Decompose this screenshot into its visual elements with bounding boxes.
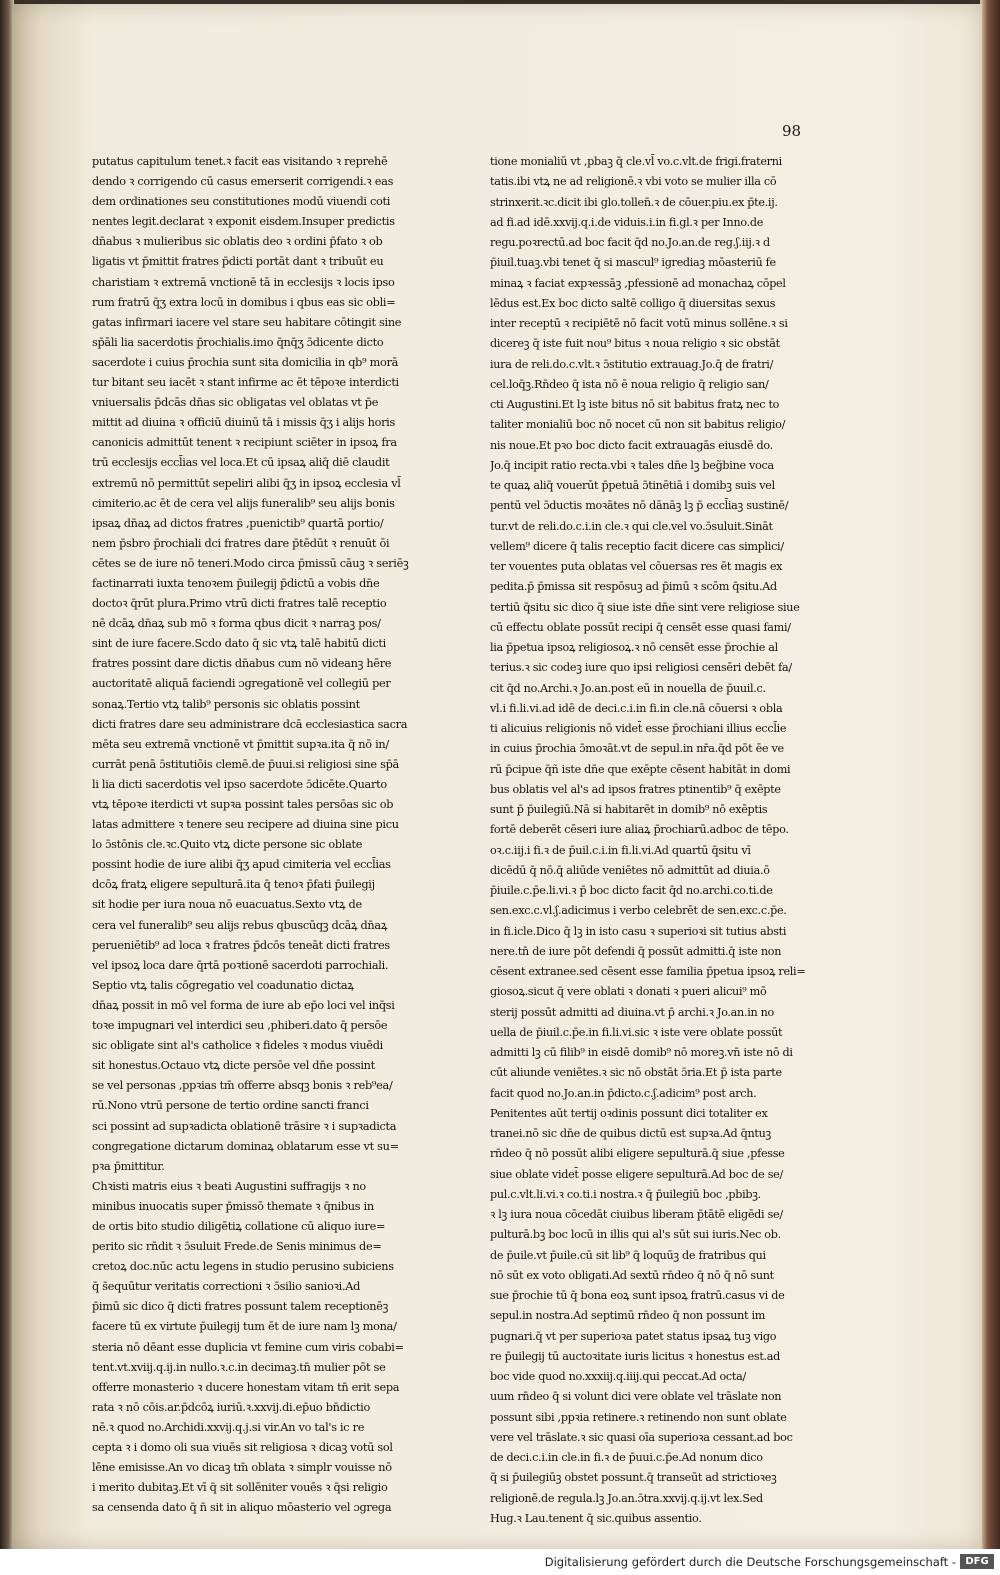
text-line: pul.c.vlt.li.vi.ꝛ co.ti.i nostra.ꝛ q̄ p̄uilegiū boc ,pbibꝫ. — [490, 1187, 761, 1201]
book-binding-right — [980, 0, 1000, 1575]
text-line: fortē deberēt cēseri iure aliaꝝ p̄rochiarū.adboc de tēpo. — [490, 823, 789, 837]
text-line: possint hodie de iure alibi q̄ʒ apud cimiteria vel eccl̄ias — [92, 858, 391, 872]
text-line: mittit ad diuina ꝛ officiū diuinū tā i missis q̄ʒ i alijs horis — [92, 416, 395, 430]
text-line: rn̄deo q̄ nō possūt alibi eligere sepulturā.q̄ siue ,pfesse — [490, 1147, 785, 1161]
text-line: lia p̄petua ipsoꝝ religiosoꝝ.ꝛ nō censēt esse p̄rochie al — [490, 641, 778, 654]
dfg-logo: DFG — [960, 1554, 994, 1569]
text-line: cel.loq̄ꝫ.Rn̄deo q̄ ista nō ē noua religio q̄ religio san/ — [490, 377, 769, 391]
text-line: perito sic rn̄dit ꝛ ɔ̄suluit Frede.de Senis minimus de= — [92, 1240, 382, 1254]
text-line: doctoꝛ q̄rūt plura.Primo vtrū dicti fratres talē receptio — [92, 597, 387, 611]
text-line: p̄imū sic dico q̄ dicti fratres possunt talem receptionēꝫ — [92, 1300, 389, 1314]
text-line: tur.vt de reli.do.c.i.in cle.ꝛ qui cle.vel vo.ɔ̄suluit.Sināt — [490, 519, 773, 533]
text-line: cera vel funeralib⁹ seu alijs rebus qbuscūqꝫ dcāꝝ dn̄aꝝ — [92, 918, 388, 932]
text-line: sint de iure facere.Scdo dato q̄ sic vtꝝ talē habitū dicti — [92, 637, 386, 651]
text-line: rū.Nono vtrū persone de tertio ordine sancti franci — [92, 1099, 369, 1113]
text-line: lēne emisisse.An vo dicaꝫ tm̄ oblata ꝛ simplr vouisse nō — [92, 1461, 392, 1475]
text-line: uum rn̄deo q̄ si volunt dici vere oblate vel trāslate non — [490, 1390, 782, 1404]
text-line: taliter monialiū boc nō nocet cū non sit babitus religio/ — [490, 418, 786, 432]
text-line: minaꝝ ꝛ faciat expꝛessāꝫ ,pfessionē ad monachaꝝ cōpel — [490, 276, 786, 290]
text-line: sic obligate sint al's catholice ꝛ fideles ꝛ modus viuēdi — [92, 1039, 383, 1053]
text-line: extremū nō permittūt sepeliri alibi q̄ʒ in ipsoꝝ ecclesia vl̄ — [92, 476, 401, 490]
text-line: sit honestus.Octauo vtꝝ dicte persōe vel dn̄e possint — [92, 1059, 375, 1073]
text-line: Penitentes aūt tertij oꝛdinis possunt dici totaliter ex — [490, 1106, 768, 1120]
text-line: vniuersalis p̄dcās dn̄as sic obligatas vel oblatas vt p̄e — [92, 396, 379, 410]
text-line: tione monialiū vt ,pbaꝫ q̄ cle.vl̄ vo.c.vlt.de frigi.fraterni — [490, 155, 782, 168]
text-line: rū p̄cipue q̄ñ iste dn̄e que exēpte cēsent habitāt in domi — [490, 762, 791, 776]
text-line: vel ipsoꝝ loca dare q̄rtā poꝛtionē sacerdoti parrochiali. — [92, 958, 389, 972]
text-line: auctoritatē aliquā faciendi ɔgregationē vel collegiū per — [92, 677, 391, 691]
text-line: vl.i fi.li.vi.ad idē de deci.c.i.in fi.in cle.nā cōuersi ꝛ obla — [490, 701, 783, 715]
text-line: sterij possūt admitti ad diuina.vt p̄ archi.ꝛ Jo.an.in no — [490, 1005, 774, 1019]
text-line: sue p̄rochie tū q̄ bona eoꝝ sunt ipsoꝝ fratrū.casus vi de — [490, 1289, 785, 1302]
text-line: putatus capitulum tenet.ꝛ facit eas visitando ꝛ reprehē — [92, 155, 388, 168]
text-line: cū effectu oblate possūt recipi q̄ censēt esse quasi fami/ — [490, 620, 791, 634]
text-line: vere vel trāslate.ꝛ sic quasi oīa superioꝛa cessant.ad boc — [490, 1430, 793, 1444]
text-column-right — [490, 152, 858, 1529]
text-line: p̄iuile.c.p̄e.li.vi.ꝛ p̄ boc dicto facit q̄d no.archi.co.ti.de — [490, 884, 773, 897]
text-line: re p̄uilegij tū auctoꝛitate iuris licitus ꝛ honestus est.ad — [490, 1349, 780, 1363]
text-line: q̄ s̄equūtur veritatis correctioni ꝛ ɔ̄silio sanioꝛi.Ad — [92, 1280, 361, 1294]
text-line: cti Augustini.Et lꝫ iste bitus nō sit babitus fratꝝ nec to — [490, 398, 780, 411]
text-line: lo ɔ̄stōnis cle.ꝛc.Quito vtꝝ dicte persone sic oblate — [92, 838, 363, 852]
text-line: inter receptū ꝛ recipiētē nō facit votū minus sollēne.ꝛ si — [490, 317, 788, 330]
text-line: nō sūt ex voto obligati.Ad sextū rn̄deo q̄ nō q̄ nō sunt — [490, 1268, 774, 1282]
text-line: nis noue.Et pꝛo boc dicto facit extrauagās eiusdē do. — [490, 438, 773, 452]
text-line: tur bitant seu iacēt ꝛ stant infirme ac ēt tēpoꝛe interdicti — [92, 376, 399, 390]
text-line: steria nō dēant esse duplicia vt femine cum viris cobabi= — [92, 1340, 404, 1354]
text-column-left — [92, 152, 454, 1518]
text-line: minibus inuocatis super p̄missō themate ꝛ q̄nibus in — [92, 1199, 374, 1213]
text-line: tranei.nō sic dn̄e de quibus dictū est supꝛa.Ad q̄ntuꝫ — [490, 1127, 771, 1140]
text-line: strinxerit.ꝛc.dicit ibi glo.tollen̄.ꝛ de cōuer.piu.ex p̄te.ij. — [490, 195, 778, 209]
text-line: Jo.q̄ incipit ratio recta.vbi ꝛ tales dn̄e lꝫ beg̃bine voca — [490, 458, 774, 472]
text-line: mēta seu extremā vnctionē vt p̄mittit supꝛa.ita q̄ nō in/ — [92, 737, 389, 751]
text-line: dicēdū q̄ nō.q̄ aliūde veniētes nō admittūt ad diuia.ō — [490, 863, 770, 877]
text-line: cētes se de iure nō teneri.Modo circa p̄missū cāuꝫ ꝛ seriēꝫ — [92, 556, 409, 570]
text-line: tent.vt.xviij.q.ij.in nullo.ꝛ.c.in decimaꝫ.tn̄ mulier pōt se — [92, 1360, 386, 1374]
text-line: latas admittere ꝛ tenere seu recipere ad diuina sine picu — [92, 818, 399, 832]
text-line: p̄iuil.tuaꝫ.vbi tenet q̄ si mascul⁹ igrediaꝫ mōasteriū fe — [490, 256, 776, 270]
text-line: nentes legit.declarat ꝛ exponit eisdem.Insuper predictis — [92, 215, 395, 229]
text-line: factinarrati iuxta tenoꝛem p̄uilegij p̄dictū a vobis dn̄e — [92, 576, 380, 590]
text-line: ti alicuius religionis nō videt̄ esse p̄rochiani illius eccl̄ie — [490, 722, 787, 735]
text-line: possunt sibi ,ppꝛia retinere.ꝛ retinendo non sunt oblate — [490, 1410, 787, 1424]
text-line: currāt penā ɔ̄stitutiōis clemē.de p̄uui.si religiosi sine sp̄ā — [92, 757, 399, 771]
text-line: boc vide quod no.xxxiij.q.iiij.qui peccat.Ad octa/ — [490, 1370, 746, 1383]
text-line: cretoꝝ doc.nūc actu legens in studio perusino subiciens — [92, 1260, 394, 1274]
text-line: uella de p̄iuil.c.p̄e.in fi.li.vi.sic ꝛ iste vere oblate possūt — [490, 1025, 783, 1039]
text-line: rum fratrū q̄ʒ extra locū in domibus i qbus eas sic obli= — [92, 295, 396, 309]
text-line: tertiū q̄situ sic dico q̄ siue iste dn̄e sint vere religiose siue — [490, 600, 800, 614]
text-line: sit hodie per iura noua nō euacuatus.Sexto vtꝝ de — [92, 898, 362, 912]
text-line: ad fi.ad idē.xxvij.q.i.de viduis.i.in fi.gl.ꝛ per Inno.de — [490, 215, 764, 229]
text-line: sepul.in nostra.Ad septimū rn̄deo q̄ non possunt im — [490, 1309, 766, 1323]
text-line: pentū vel ɔ̄ductis moꝛātes nō dānāꝫ lꝫ p̄ eccl̄iaꝫ sustinē/ — [490, 499, 789, 513]
text-line: nē dcāꝝ dn̄aꝝ sub mō ꝛ forma qbus dicit ꝛ narraꝫ pos/ — [92, 617, 381, 631]
text-line: sunt p̄ p̄uilegiū.Nā si habitarēt in domib⁹ nō exēptis — [490, 803, 768, 816]
text-line: perueniētib⁹ ad loca ꝛ fratres p̄dcōs teneāt dicti fratres — [92, 938, 390, 952]
text-line: dem ordinationes seu constitutiones modū viuendi coti — [92, 195, 391, 209]
footer-bar — [0, 1549, 1000, 1575]
text-line: sonaꝝ.Tertio vtꝝ talib⁹ personis sic oblatis possint — [92, 697, 360, 711]
text-line: nere.tn̄ de iure pōt defendi q̄ possūt admitti.q̄ iste non — [490, 944, 782, 958]
text-line: vellem⁹ dicere q̄ talis receptio facit dicere cas simplici/ — [490, 539, 784, 553]
book-page — [12, 4, 982, 1549]
text-line: toꝛe impugnari vel interdici seu ,phiberi.dato q̄ persōe — [92, 1019, 388, 1033]
text-line: nē.ꝛ quod no.Archidi.xxvij.q.j.si vir.An vo tal's ic re — [92, 1420, 365, 1434]
text-line: se vel personas ,ppꝛias tm̄ offerre absqꝫ bonis ꝛ reb⁹ea/ — [92, 1079, 393, 1093]
text-line: ipsaꝝ dn̄aꝝ ad dictos fratres ,puenictib⁹ quartā portio/ — [92, 516, 384, 530]
text-line: in cuius p̄rochia ɔ̄moꝛāt.vt de sepul.in nr̄a.q̄d pōt ēe ve — [490, 742, 784, 756]
text-line: li lia dicti sacerdotis vel ipso sacerdote ɔ̄dicēte.Quarto — [92, 777, 387, 791]
text-line: gatas infirmari iacere vel stare seu habitare cōtingit sine — [92, 315, 402, 329]
text-line: Hug.ꝛ Lau.tenent q̄ sic.quibus assentio. — [490, 1511, 702, 1525]
text-line: bus oblatis vel al's ad ipsos fratres ptinentib⁹ q̄ exēpte — [490, 782, 781, 796]
text-line: ligatis vt p̄mittit fratres p̄dicti portāt dant ꝛ tribuūt eu — [92, 255, 384, 269]
text-line: de p̄uile.vt p̄uile.cū sit lib⁹ q̄ loquūꝫ de fratribus qui — [490, 1248, 766, 1262]
text-line: cūt aliunde veniētes.ꝛ sic nō obstāt ɔ̄ria.Et p̄ ista parte — [490, 1066, 782, 1080]
text-line: dn̄aꝝ possit in mō vel forma de iure ab ep̄o loci vel inq̄si — [92, 998, 395, 1012]
text-line: fratres possint dare dictis dn̄abus cum nō videanꝫ hēre — [92, 657, 392, 671]
text-line: rata ꝛ nō cōis.ar.p̄dcōꝝ iuriū.ꝛ.xxvij.di.ep̄uo bn̄dictio — [92, 1400, 370, 1414]
text-line: oꝛ.c.iij.i fi.ꝛ de p̄uil.c.i.in fi.li.vi.Ad quartū q̄situ vī — [490, 843, 751, 857]
text-line: lēdus est.Ex boc dicto saltē colligo q̄ diuersitas sexus — [490, 296, 776, 310]
text-line: cēsent extranee.sed cēsent esse familia p̄petua ipsoꝝ reli= — [490, 965, 806, 978]
text-line: siue oblate videt̄ posse eligere sepulturā.Ad boc de se/ — [490, 1167, 783, 1181]
text-line: Septio vtꝝ talis cōgregatio vel coadunatio dictaꝝ — [92, 978, 354, 992]
text-line: admitti lꝫ cū filib⁹ in eisdē domib⁹ nō moreꝫ.vn̄ iste nō di — [490, 1046, 793, 1059]
text-line: trū ecclesijs eccl̄ias vel loca.Et cū ipsaꝝ aliq̄ diē claudit — [92, 456, 390, 470]
text-line: dcōꝝ fratꝝ eligere sepulturā.ita q̄ tenoꝛ p̄fati p̄uilegij — [92, 878, 375, 892]
text-line: sacerdote i cuius p̄rochia sunt sita domicilia in qb⁹ morā — [92, 355, 399, 369]
text-line: terius.ꝛ sic codeꝫ iure quo ipsi religiosi censēri debēt fa/ — [490, 661, 792, 675]
text-line: sa censenda dato q̄ n̄ sit in aliquo mōasterio vel ɔgrega — [92, 1501, 392, 1515]
text-line: religionē.de regula.lꝫ Jo.an.ɔ̄tra.xxvij.q.ij.vt lex.Sed — [490, 1491, 763, 1505]
text-line: ter vouentes puta oblatas vel cōuersas res ēt magis ex — [490, 560, 783, 573]
folio-number: 98 — [782, 122, 802, 140]
text-line: Chꝛisti matris eius ꝛ beati Augustini suffragijs ꝛ no — [92, 1179, 366, 1193]
text-line: regu.poꝛrectū.ad boc facit q̄d no.Jo.an.de reg.ʃ.iij.ꝛ d — [490, 236, 770, 249]
text-line: facere tū ex virtute p̄uilegij tum ēt de iure nam lꝫ mona/ — [92, 1320, 397, 1334]
text-line: in fi.icle.Dico q̄ lꝫ in isto casu ꝛ superioꝛi sit tutius absti — [490, 924, 787, 938]
text-line: cit q̄d no.Archi.ꝛ Jo.an.post eū in nouella de p̄uuil.c. — [490, 681, 766, 695]
text-line: dicti fratres dare seu administrare dcā ecclesiastica sacra — [92, 717, 408, 731]
text-line: tatis.ibi vtꝝ ne ad religionē.ꝛ vbi voto se mulier illa cō — [490, 175, 777, 189]
text-line: vtꝝ tēpoꝛe iterdicti vt supꝛa possint tales persōas sic ob — [92, 798, 394, 811]
text-line: congregatione dictarum dominaꝝ oblatarum esse vt su= — [92, 1139, 399, 1153]
text-line: charistiam ꝛ extremā vnctionē tā in ecclesijs ꝛ locis ipso — [92, 275, 395, 289]
text-line: i merito dubitaꝫ.Et vī q̄ sit sollēniter vouēs ꝛ q̄si religio — [92, 1481, 388, 1495]
text-line: dendo ꝛ corrigendo cū casus emerserit corrigendi.ꝛ eas — [92, 175, 394, 189]
text-line: pedita.p̄ p̄missa sit respōsuꝫ ad p̄imū ꝛ scōm q̄situ.Ad — [490, 580, 777, 594]
text-line: ꝛ lꝫ iura noua cōcedāt ciuibus liberam p̄tātē eligēdi se/ — [490, 1208, 783, 1221]
text-line: cepta ꝛ i domo oli sua viuēs sit religiosa ꝛ dicaꝫ votū sol — [92, 1441, 393, 1454]
text-line: pugnari.q̄ vt per superioꝛa patet status ipsaꝝ tuꝫ vigo — [490, 1329, 777, 1343]
text-line: de ortis bito studio diligētiꝝ collatione cū aliquo iure= — [92, 1219, 386, 1233]
text-line: pꝛa p̄mittitur. — [92, 1159, 165, 1173]
text-line: facit quod no.Jo.an.in p̄dicto.c.ʃ.adicim⁹ post arch. — [490, 1086, 757, 1100]
text-line: dicereꝫ q̄ iste fuit nou⁹ bitus ꝛ noua religio ꝛ sic obstāt — [490, 337, 780, 351]
text-line: sci possint ad supꝛadicta oblationē trāsire ꝛ i supꝛadicta — [92, 1119, 397, 1133]
funding-credit: Digitalisierung gefördert durch die Deutsche Forschungsgemeinschaft - — [544, 1555, 956, 1569]
text-line: q̄ si p̄uilegiūꝫ obstet possunt.q̄ transeūt ad strictioꝛeꝫ — [490, 1471, 777, 1485]
text-line: te quaꝝ aliq̄ vouerūt p̄petuā ɔ̄tinētiā i domibꝫ suis vel — [490, 479, 775, 492]
text-line: de deci.c.i.in cle.in fi.ꝛ de p̄uui.c.p̄e.Ad nonum dico — [490, 1451, 763, 1464]
text-line: sen.exc.c.vl.ʃ.adicimus i verbo celebrēt de sen.exc.c.p̄e. — [490, 904, 787, 918]
text-line: sp̄āli lia sacerdotis p̄rochialis.imo q̄nq̄ʒ ɔ̄dicente dicto — [92, 335, 384, 349]
text-line: iura de reli.do.c.vlt.ꝛ ɔ̄stitutio extrauag.Jo.q̄ de fratri/ — [490, 357, 774, 371]
text-line: giosoꝝ.sicut q̄ vere oblati ꝛ donati ꝛ pueri alicui⁹ mō — [490, 985, 767, 999]
text-line: offerre monasterio ꝛ ducere honestam vitam tn̄ erit sepa — [92, 1380, 400, 1394]
text-line: dn̄abus ꝛ mulieribus sic oblatis deo ꝛ ordini p̄fato ꝛ ob — [92, 235, 383, 249]
text-line: canonicis admittūt tenent ꝛ recipiunt sciēter in ipsoꝝ fra — [92, 436, 397, 450]
text-line: nem p̄sbro p̄rochiali dci fratres dare p̄tēdūt ꝛ renuūt ōi — [92, 536, 390, 550]
text-line: cimiterio.ac ēt de cera vel alijs funeralib⁹ seu alijs bonis — [92, 496, 395, 510]
text-line: pulturā.bꝫ boc locū in illis qui al's sūt sui iuris.Nec ob. — [490, 1228, 781, 1242]
